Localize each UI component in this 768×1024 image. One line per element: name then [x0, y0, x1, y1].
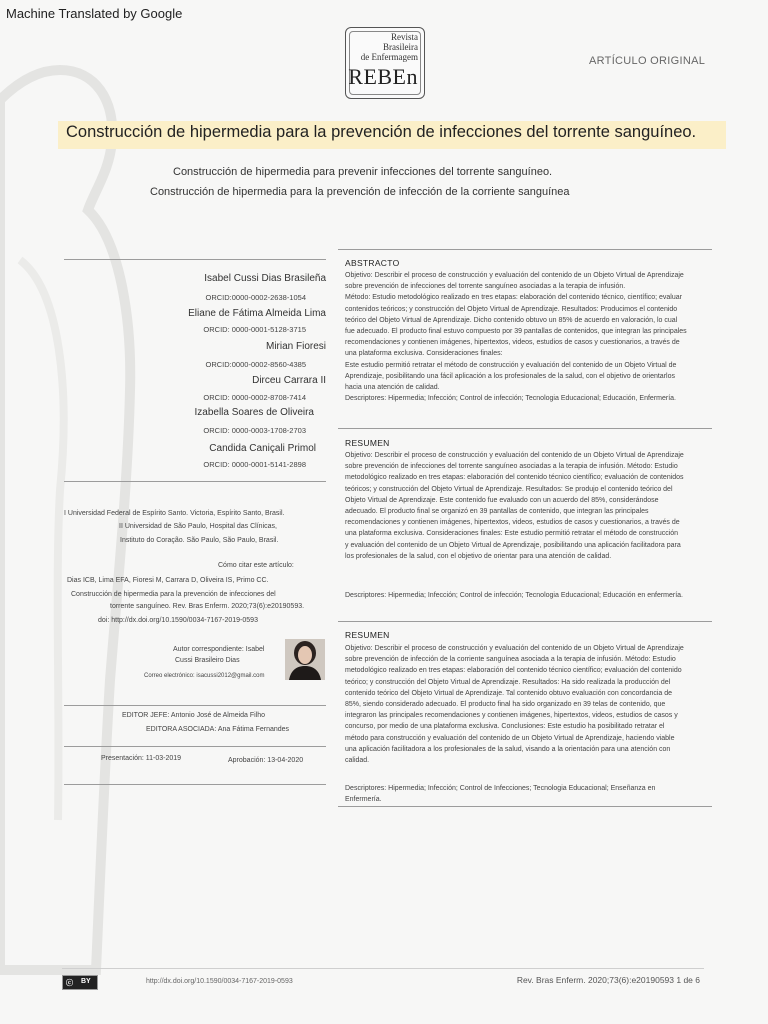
author-orcid[interactable]: ORCID:0000-0002-2638-1054: [205, 293, 306, 302]
resumen-line: 85%, siendo considerado adecuado. El producto final ha sido organizado en 39 telas de contenido, que: [345, 701, 666, 709]
corresponding-email[interactable]: Correo electrónico: isacussi2012@gmail.com: [144, 673, 265, 679]
author-name: Mirian Fioresi: [265, 341, 326, 352]
abstract-line: Aprendizaje, posibilitando una fácil aplicación a los profesionales de la salud, con el objetivo de orientarlos: [345, 372, 675, 380]
resumen-line: recomendaciones y contienen imágenes, hipertextos, videos, estudios de casos y cuestionarios, a través de: [345, 519, 680, 527]
article-type-label: ARTÍCULO ORIGINAL: [589, 55, 706, 67]
submission-date: Presentación: 11-03-2019: [101, 755, 182, 762]
divider: [338, 621, 712, 622]
abstract-line: recomendaciones y contienen imágenes, hipertextos, videos, estudios de casos y cuestionarios, a través de: [345, 339, 680, 347]
author-orcid[interactable]: ORCID: 0000-0003-1708-2703: [203, 426, 306, 435]
cc-license-label: BY: [81, 978, 91, 985]
abstract-body: [345, 270, 687, 404]
affiliation-3: Instituto do Coração. São Paulo, São Paulo, Brasil.: [120, 537, 279, 544]
resumen-line: y evaluación del contenido de un Objeto Virtual de Aprendizaje, posibilitando una aplicación facilitadora para: [345, 541, 681, 549]
citation-doi-link[interactable]: doi: http://dx.doi.org/10.1590/0034-7167-2019-0593: [98, 617, 258, 624]
resumen-line: Objetivo: Describir el proceso de construcción y evaluación del contenido de un Objeto Virtual de Aprendizaje: [345, 452, 684, 459]
abstract-line: sobre prevención de infecciones del torrente sanguíneo asociadas a la terapia de infusión.: [345, 283, 626, 291]
corresponding-author: Cussi Brasileiro Dias: [175, 657, 240, 664]
abstract-line: una plataforma exclusiva. Consideraciones finales:: [345, 350, 503, 358]
resumen-heading: RESUMEN: [345, 438, 390, 448]
resumen-line: contenido teórico del Objeto Virtual de Aprendizaje. Tal contenido obtuvo evaluación con concordancia de: [345, 689, 673, 697]
resumen-line: metodológico realizado en tres etapas: elaboración del contenido técnico científico; evaluación del contenido: [345, 667, 682, 675]
author-orcid[interactable]: ORCID: 0000-0001-5141-2898: [203, 460, 306, 469]
resumen-line: integraron las principales recomendaciones y contienen imágenes, hipertextos, videos, estudios de casos y: [345, 712, 678, 720]
author-name: Candida Caniçali Primol: [209, 443, 316, 454]
abstract-heading: ABSTRACTO: [345, 258, 400, 268]
abstract-line: teórico del Objeto Virtual de Aprendizaje. Dicho contenido obtuvo un 85% de acuerdo en valoración, lo cual: [345, 316, 678, 324]
resumen-line: teórico; y construcción del Objeto Virtual de Aprendizaje. Resultados: Ha sido realizada la producción del: [345, 678, 671, 686]
author-orcid[interactable]: ORCID: 0000-0001-5128-3715: [203, 325, 306, 334]
author-orcid[interactable]: ORCID: 0000-0002-8708-7414: [203, 393, 306, 402]
logo-mark: REBEn: [348, 64, 418, 89]
approval-date: Aprobación: 13-04-2020: [228, 757, 304, 764]
resumen-line: una aplicación facilitadora a los profesionales de la salud, visando a la orientación para una atención con: [345, 745, 671, 753]
logo-line-3: de Enfermagem: [360, 52, 418, 62]
author-name: Izabella Soares de Oliveira: [194, 407, 314, 418]
corresponding-author: Autor correspondiente: Isabel: [173, 646, 265, 653]
divider: [338, 249, 712, 250]
footer-divider: [62, 968, 704, 969]
divider: [64, 746, 326, 747]
resumen-line: adecuado. El producto final se organizó en 39 pantallas de contenido, que integran las principales: [345, 508, 649, 516]
citation-line: torrente sanguíneo. Rev. Bras Enferm. 2020;73(6):e20190593.: [110, 603, 305, 610]
author-name: Dirceu Carrara II: [252, 375, 326, 386]
resumen-descriptors-line: Enfermería.: [345, 796, 382, 804]
divider: [64, 784, 326, 785]
logo-line-2: Brasileira: [383, 42, 418, 52]
abstract-line: fue adecuado. El producto final estuvo compuesto por 39 pantallas de contenidos, que integran las principales: [345, 328, 687, 336]
citation-heading: Cómo citar este artículo:: [218, 562, 294, 569]
resumen-descriptors: [345, 783, 655, 805]
divider: [338, 428, 712, 429]
divider: [64, 259, 326, 260]
resumen-line: concurso, por medio de una plataforma exclusiva. Conclusiones: Este estudio ha posibilitado retratar el: [345, 723, 665, 731]
citation-line: Dias ICB, Lima EFA, Fioresi M, Carrara D, Oliveira IS, Primo CC.: [67, 577, 269, 584]
resumen-line: los profesionales de la salud, con el objetivo de orientar para una atención de calidad.: [345, 552, 612, 560]
abstract-line: hacia una atención de calidad.: [345, 384, 440, 392]
abstract-line: contenidos teóricos; y construcción del Objeto Virtual de Aprendizaje. Resultados: Producimos el contenido: [345, 305, 678, 313]
citation-line: Construcción de hipermedia para la prevención de infecciones del: [71, 591, 276, 598]
resumen-line: sobre prevención de infección de la corriente sanguínea asociada a la terapia de infusión. Método: Estudio: [345, 656, 676, 664]
author-orcid[interactable]: ORCID:0000-0002-8560-4385: [205, 360, 306, 369]
author-photo-image: [285, 639, 325, 680]
resumen-line: método para construcción y evaluación del contenido de un Objeto Virtual de Aprendizaje, haciendo viable: [345, 734, 675, 742]
cc-license-badge[interactable]: [62, 975, 98, 990]
resumen-line: calidad.: [345, 757, 370, 765]
resumen-line: Objetivo: Describir el proceso de construcción y evaluación del contenido de un Objeto Virtual de Aprendizaje: [345, 645, 684, 652]
resumen-descriptors: Descriptores: Hipermedia; Infección; Control de infección; Tecnologia Educacional; Educación en enfermería.: [345, 592, 683, 599]
abstract-line: Objetivo: Describir el proceso de construcción y evaluación del contenido de un Objeto Virtual de Aprendizaje: [345, 272, 684, 279]
author-photo: [285, 639, 325, 680]
resumen-heading: RESUMEN: [345, 630, 390, 640]
resumen-line: sobre prevención de infecciones del torrente sanguíneo asociadas a la terapia de infusión. Método: Estudio: [345, 463, 678, 471]
divider: [64, 705, 326, 706]
footer-page-info: Rev. Bras Enferm. 2020;73(6):e20190593 1 de 6: [516, 975, 700, 985]
footer-doi-link[interactable]: http://dx.doi.org/10.1590/0034-7167-2019-0593: [146, 978, 293, 985]
affiliation-1: I Universidad Federal de Espírito Santo. Victoria, Espírito Santo, Brasil.: [64, 510, 285, 517]
subtitle-2: Construcción de hipermedia para la prevención de infección de la corriente sanguínea: [150, 186, 570, 198]
resumen-body: [345, 643, 684, 766]
resumen-line: una plataforma exclusiva. Consideraciones finales: Este estudio permitió retratar el método de construcción: [345, 530, 679, 538]
author-name: Eliane de Fátima Almeida Lima: [188, 308, 326, 319]
logo-line-1: Revista: [391, 32, 418, 42]
journal-logo: [345, 27, 425, 99]
machine-translation-banner: Machine Translated by Google: [6, 6, 183, 21]
abstract-descriptors: Descriptores: Hipermedia; Infección; Control de infección; Tecnologia Educacional; Educación, Enfermería.: [345, 395, 676, 403]
divider: [64, 481, 326, 482]
author-name: Isabel Cussi Dias Brasileña: [204, 273, 326, 284]
article-title: Construcción de hipermedia para la prevención de infecciones del torrente sanguíneo.: [66, 123, 697, 141]
abstract-line: Método: Estudio metodológico realizado en tres etapas: elaboración del contenido técnico, científico; evaluar: [345, 294, 682, 302]
resumen-line: metodológico realizado en tres etapas: elaboración del contenido técnico científico; evaluación de contenidos: [345, 474, 684, 482]
resumen-descriptors-line: Descriptores: Hipermedia; Infección; Control de Infecciones; Tecnologia Educacional; Enseñanza en: [345, 785, 656, 792]
resumen-body: [345, 450, 684, 562]
watermark-figure: [0, 60, 140, 980]
editor-associate: EDITORA ASOCIADA: Ana Fátima Fernandes: [146, 726, 290, 733]
subtitle-1: Construcción de hipermedia para prevenir infecciones del torrente sanguíneo.: [173, 166, 553, 178]
resumen-line: teóricos; y construcción del Objeto Virtual de Aprendizaje. Resultados: Se produjo el contenido teórico del: [345, 485, 673, 493]
affiliation-2: II Universidad de São Paulo, Hospital das Clínicas,: [119, 523, 277, 530]
cc-icon: ⓒ: [66, 980, 73, 987]
resumen-line: Objeto Virtual de Aprendizaje. Este contenido fue evaluado con un acuerdo del 85%, considerándose: [345, 496, 659, 504]
divider: [338, 806, 712, 807]
abstract-line: Este estudio permitió retratar el método de construcción y evaluación del contenido de un Objeto Virtual de: [345, 361, 677, 369]
editor-chief: EDITOR JEFE: Antonio José de Almeida Filho: [122, 712, 266, 719]
